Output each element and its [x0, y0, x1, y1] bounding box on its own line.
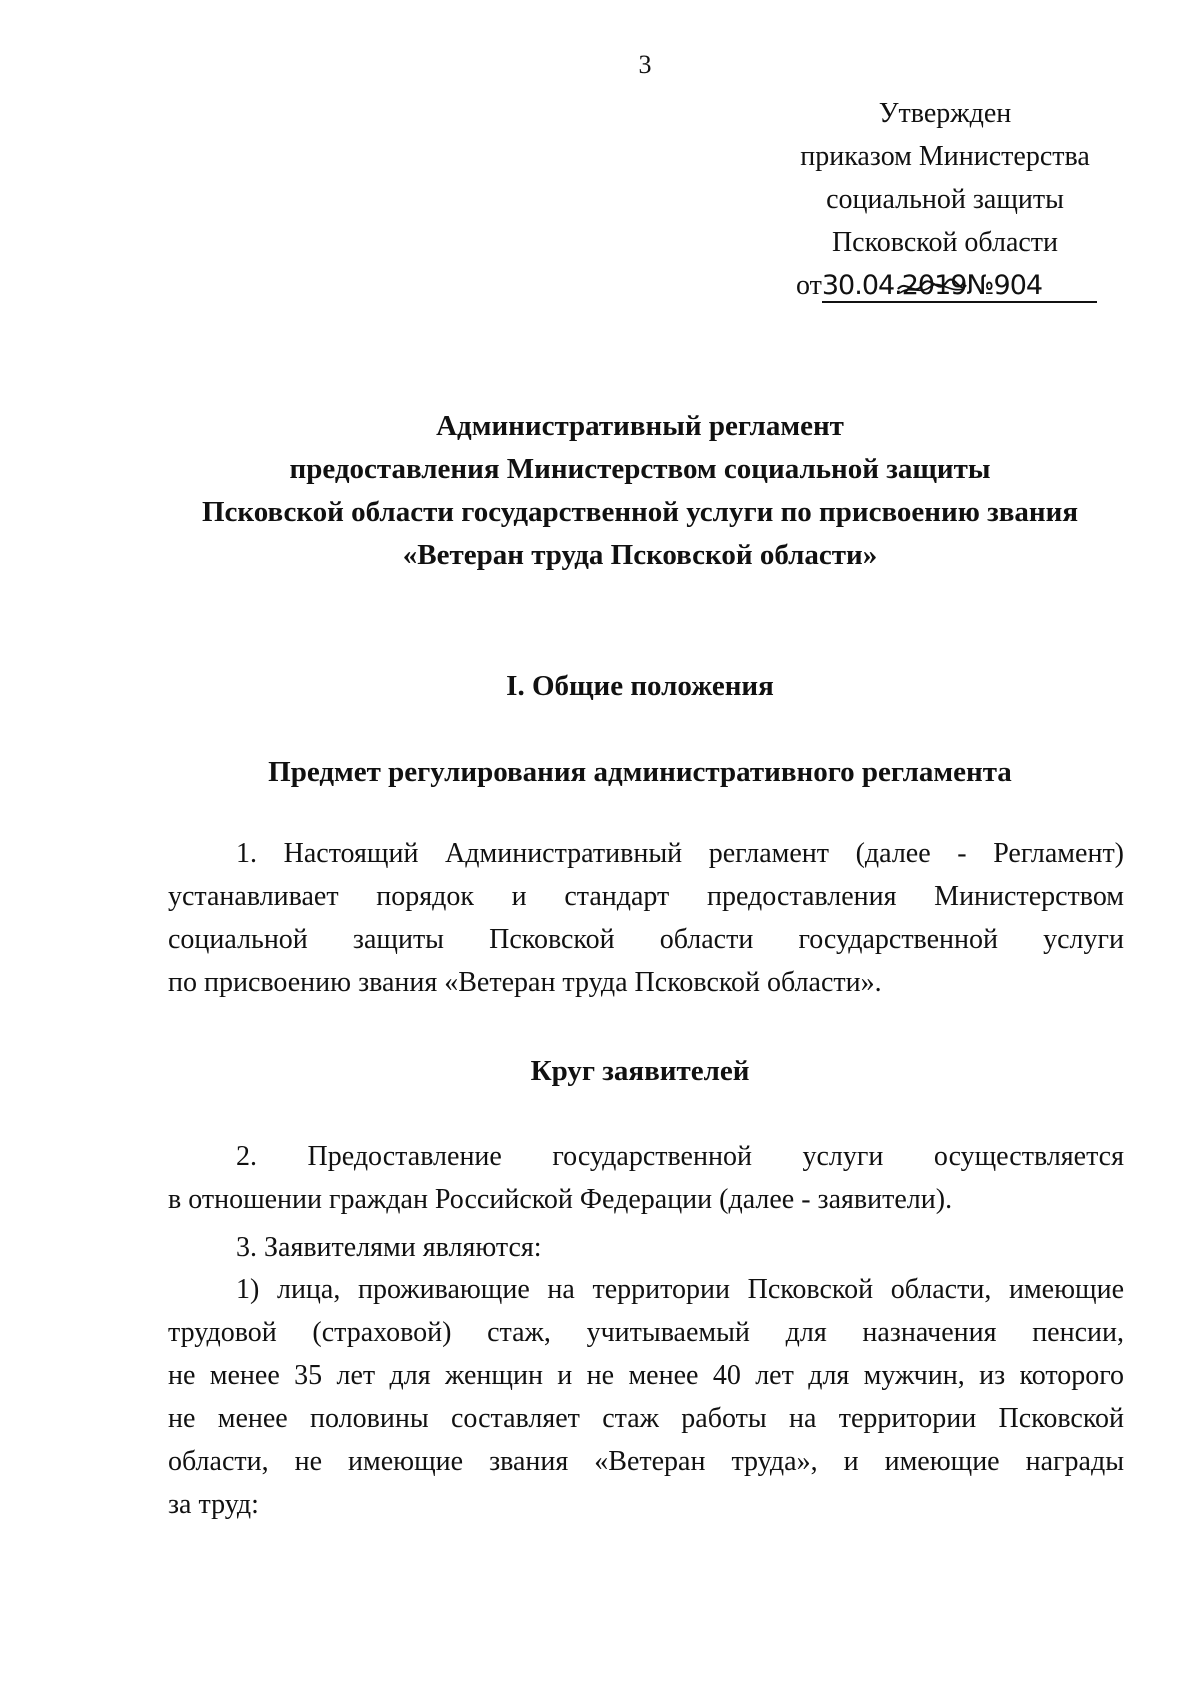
paragraph-line: не менее 35 лет для женщин и не менее 40 лет для мужчин, из которого — [168, 1360, 1124, 1391]
approval-line: приказом Министерства — [800, 141, 1090, 172]
approval-line: Утвержден — [878, 98, 1012, 129]
handwritten-date-text: 30.04.2019№904 — [821, 270, 1043, 301]
paragraph-line: области, не имеющие звания «Ветеран труда», и имеющие награды — [168, 1446, 1124, 1477]
paragraph-4 — [168, 1268, 1124, 1526]
paragraph-line: в отношении граждан Российской Федерации (далее - заявители). — [168, 1184, 953, 1215]
subsection-heading-subject: Предмет регулирования административного регламента — [268, 756, 1012, 788]
subsection-heading-applicants: Круг заявителей — [530, 1055, 750, 1087]
paragraph-1 — [168, 832, 1124, 1004]
paragraph-line: за труд: — [168, 1489, 259, 1520]
approval-date-line — [780, 264, 1110, 307]
paragraph-line: устанавливает порядок и стандарт предоставления Министерством — [168, 881, 1124, 912]
paragraph-line: 2. Предоставление государственной услуги осуществляется — [236, 1141, 1124, 1172]
approval-line: социальной защиты — [826, 184, 1064, 215]
approval-handwritten-date — [822, 271, 1097, 303]
paragraph-2 — [168, 1135, 1124, 1221]
title-line: предоставления Министерством социальной защиты — [289, 453, 991, 485]
paragraph-3 — [168, 1226, 1124, 1269]
approval-date-prefix: от — [796, 270, 822, 301]
document-title — [140, 405, 1140, 577]
title-line: «Ветеран труда Псковской области» — [402, 539, 878, 571]
paragraph-line: 3. Заявителями являются: — [236, 1232, 542, 1263]
paragraph-line: 1. Настоящий Административный регламент (далее - Регламент) — [236, 838, 1124, 869]
title-line: Административный регламент — [436, 410, 844, 442]
page-number: 3 — [638, 50, 652, 79]
paragraph-line: не менее половины составляет стаж работы на территории Псковской — [168, 1403, 1124, 1434]
approval-line: Псковской области — [831, 227, 1059, 258]
paragraph-line: социальной защиты Псковской области государственной услуги — [168, 924, 1124, 955]
title-line: Псковской области государственной услуги по присвоению звания — [201, 496, 1079, 528]
paragraph-line: по присвоению звания «Ветеран труда Псковской области». — [168, 967, 882, 998]
strikethrough-scribble-icon — [896, 277, 968, 299]
paragraph-line: 1) лица, проживающие на территории Псковской области, имеющие — [236, 1274, 1124, 1305]
paragraph-line: трудовой (страховой) стаж, учитываемый для назначения пенсии, — [168, 1317, 1124, 1348]
section-heading: I. Общие положения — [506, 670, 774, 702]
approval-stamp-block — [780, 92, 1110, 307]
